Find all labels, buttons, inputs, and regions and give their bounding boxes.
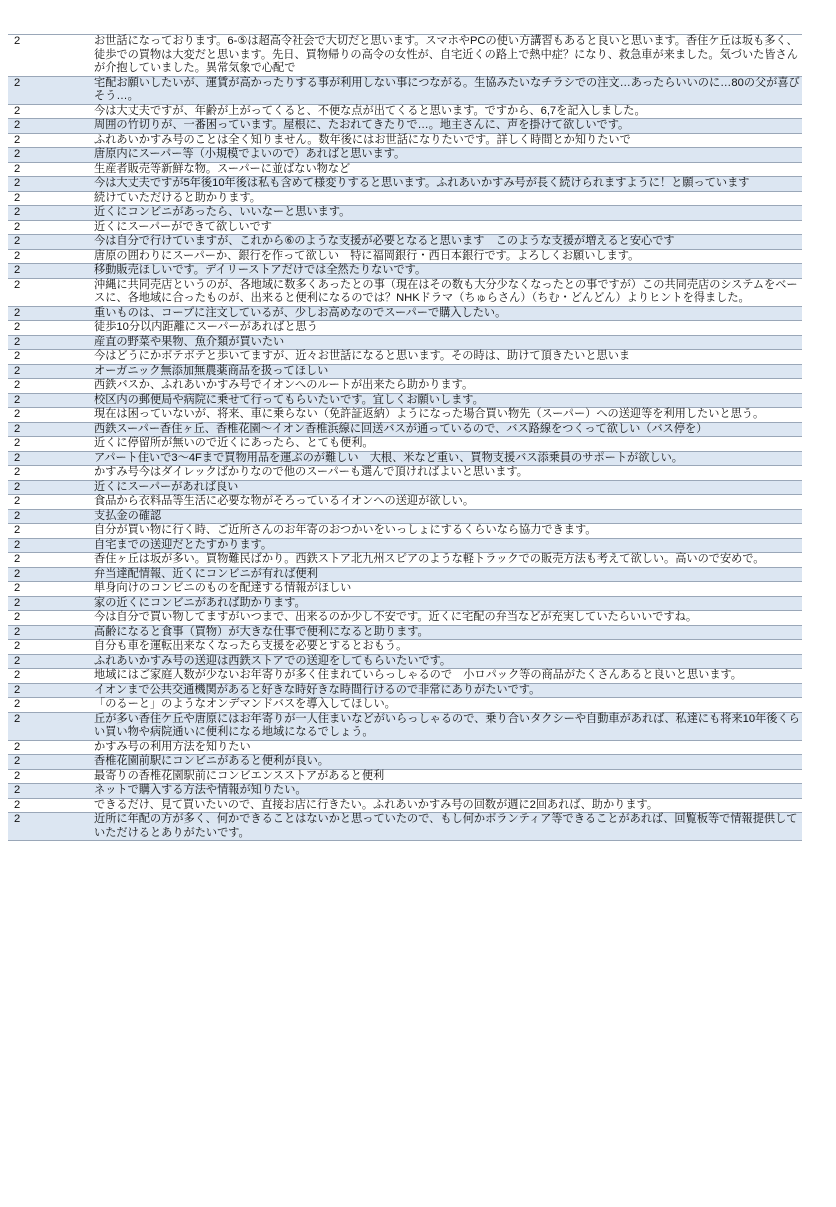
table-row	[8, 480, 802, 495]
row-code-cell: 2	[8, 712, 91, 740]
table-row	[8, 740, 802, 755]
table-row	[8, 553, 802, 568]
row-code-cell: 2	[8, 596, 91, 611]
row-code-cell: 2	[8, 235, 91, 250]
row-code-cell: 2	[8, 249, 91, 264]
row-comment-cell: 唐原の囲わりにスーパーか、銀行を作って欲しい 特に福岡銀行・西日本銀行です。よろしくお願いします。	[91, 249, 802, 264]
table-row	[8, 104, 802, 119]
row-comment-cell: 今はどうにかボテボテと歩いてますが、近々お世話になると思います。その時は、助けて頂きたいと思いま	[91, 350, 802, 365]
table-row	[8, 769, 802, 784]
table-row	[8, 119, 802, 134]
row-code-cell: 2	[8, 206, 91, 221]
table-row	[8, 321, 802, 336]
row-code-cell: 2	[8, 422, 91, 437]
row-comment-cell: 今は自分で買い物してますがいつまで、出来るのか少し不安です。近くに宅配の弁当などが充実していたらいいですね。	[91, 611, 802, 626]
table-row	[8, 191, 802, 206]
row-code-cell: 2	[8, 466, 91, 481]
row-code-cell: 2	[8, 480, 91, 495]
row-comment-cell: 今は自分で行けていますが、これから⑥のような支援が必要となると思います このような支援が増えると安心です	[91, 235, 802, 250]
table-row	[8, 567, 802, 582]
row-code-cell: 2	[8, 35, 91, 77]
row-comment-cell: 「のるーと」のようなオンデマンドバスを導入してほしい。	[91, 698, 802, 713]
row-code-cell: 2	[8, 640, 91, 655]
table-row	[8, 220, 802, 235]
row-comment-cell: 生産者販売等新鮮な物。スーパーに並ばない物など	[91, 162, 802, 177]
row-comment-cell: イオンまで公共交通機関があると好きな時好きな時間行けるので非常にありがたいです。	[91, 683, 802, 698]
row-comment-cell: オーガニック無添加無農薬商品を扱ってほしい	[91, 364, 802, 379]
row-code-cell: 2	[8, 278, 91, 306]
row-comment-cell: 今は大丈夫ですが5年後10年後は私も含めて様変りすると思います。ふれあいかすみ号が長く続けられますように！と願っています	[91, 177, 802, 192]
row-comment-cell: 周囲の竹切りが、一番困っています。屋根に、たおれてきたりで…。地主さんに、声を掛けて欲しいです。	[91, 119, 802, 134]
row-comment-cell: 香住ヶ丘は坂が多い。買物難民ばかり。西鉄ストア北九州スピアのような軽トラックでの販売方法も考えて欲しい。高いので安めで。	[91, 553, 802, 568]
row-code-cell: 2	[8, 133, 91, 148]
row-comment-cell: 支払金の確認	[91, 509, 802, 524]
row-comment-cell: 家の近くにコンビニがあれば助かります。	[91, 596, 802, 611]
survey-comments-table	[8, 34, 802, 841]
row-comment-cell: ふれあいかすみ号のことは全く知りません。数年後にはお世話になりたいです。詳しく時間とか知りたいで	[91, 133, 802, 148]
row-code-cell: 2	[8, 698, 91, 713]
row-comment-cell: 現在は困っていないが、将来、車に乗らない（免許証返納）ようになった場合買い物先（スーパー）への送迎等を利用したいと思う。	[91, 408, 802, 423]
table-row	[8, 466, 802, 481]
row-comment-cell: 沖縄に共同売店というのが、各地域に数多くあったとの事（現在はその数も大分少なくなったとの事ですが）この共同売店のシステムをベースに、各地域に合ったものが、出来ると便利になるのでは？NHKドラマ（ちゅらさん）（ちむ・どんどん）よりヒントを得ました。	[91, 278, 802, 306]
row-comment-cell: 自宅までの送迎だとたすかります。	[91, 538, 802, 553]
row-code-cell: 2	[8, 191, 91, 206]
row-comment-cell: 単身向けのコンビニのものを配達する情報がほしい	[91, 582, 802, 597]
row-comment-cell: 食品から衣料品等生活に必要な物がそろっているイオンへの送迎が欲しい。	[91, 495, 802, 510]
row-code-cell: 2	[8, 76, 91, 104]
table-row	[8, 235, 802, 250]
row-comment-cell: 近くにコンビニがあったら、いいなーと思います。	[91, 206, 802, 221]
row-code-cell: 2	[8, 104, 91, 119]
row-comment-cell: 校区内の郵便局や病院に乗せて行ってもらいたいです。宜しくお願いします。	[91, 393, 802, 408]
row-code-cell: 2	[8, 524, 91, 539]
table-row	[8, 524, 802, 539]
row-code-cell: 2	[8, 451, 91, 466]
row-code-cell: 2	[8, 769, 91, 784]
row-comment-cell: 重いものは、コープに注文しているが、少しお高めなのでスーパーで購入したい。	[91, 306, 802, 321]
row-comment-cell: 宅配お願いしたいが、運賃が高かったりする事が利用しない事につながる。生協みたいなチラシでの注文…あったらいいのに…80の父が喜びそう…。	[91, 76, 802, 104]
row-code-cell: 2	[8, 321, 91, 336]
row-code-cell: 2	[8, 582, 91, 597]
table-row	[8, 206, 802, 221]
table-row	[8, 538, 802, 553]
table-row	[8, 177, 802, 192]
table-row	[8, 148, 802, 163]
table-row	[8, 669, 802, 684]
row-comment-cell: 最寄りの香椎花園駅前にコンビエンスストアがあると便利	[91, 769, 802, 784]
row-code-cell: 2	[8, 148, 91, 163]
row-comment-cell: 近くに停留所が無いので近くにあったら、とても便利。	[91, 437, 802, 452]
row-comment-cell: 弁当達配情報、近くにコンビニが有れば便利	[91, 567, 802, 582]
table-row	[8, 596, 802, 611]
table-row	[8, 755, 802, 770]
row-comment-cell: 自分も車を運転出来なくなったら支援を必要とするとおもう。	[91, 640, 802, 655]
table-row	[8, 306, 802, 321]
row-comment-cell: 近くにスーパーがあれば良い	[91, 480, 802, 495]
row-comment-cell: 西鉄スーパー香住ヶ丘、香椎花園～イオン香椎浜線に回送バスが通っているので、バス路線をつくって欲しい（バス停を）	[91, 422, 802, 437]
row-code-cell: 2	[8, 813, 91, 841]
row-code-cell: 2	[8, 669, 91, 684]
row-code-cell: 2	[8, 495, 91, 510]
row-code-cell: 2	[8, 264, 91, 279]
row-code-cell: 2	[8, 119, 91, 134]
row-code-cell: 2	[8, 437, 91, 452]
row-code-cell: 2	[8, 625, 91, 640]
table-row	[8, 35, 802, 77]
table-row	[8, 495, 802, 510]
row-comment-cell: 移動販売ほしいです。デイリーストアだけでは全然たりないです。	[91, 264, 802, 279]
table-row	[8, 364, 802, 379]
table-row	[8, 509, 802, 524]
row-comment-cell: お世話になっております。6-⑤は超高令社会で大切だと思います。スマホやPCの使い方講習もあると良いと思います。香住ケ丘は坂も多く、徒歩での買物は大変だと思います。先日、買物帰りの高令の女性が、自宅近くの路上で熱中症？になり、救急車が来ました。気づいた皆さんが介抱していました。異常気象で心配で	[91, 35, 802, 77]
table-row	[8, 264, 802, 279]
row-comment-cell: 産直の野菜や果物、魚介類が買いたい	[91, 335, 802, 350]
table-row	[8, 162, 802, 177]
row-code-cell: 2	[8, 379, 91, 394]
row-comment-cell: 近所に年配の方が多く、何かできることはないかと思っていたので、もし何かボランティア等できることがあれば、回覧板等で情報提供していただけるとありがたいです。	[91, 813, 802, 841]
table-row	[8, 350, 802, 365]
table-row	[8, 451, 802, 466]
row-code-cell: 2	[8, 408, 91, 423]
row-code-cell: 2	[8, 393, 91, 408]
row-comment-cell: かすみ号今はダイレックばかりなので他のスーパーも選んで頂ければよいと思います。	[91, 466, 802, 481]
table-row	[8, 611, 802, 626]
row-comment-cell: 近くにスーパーができて欲しいです	[91, 220, 802, 235]
row-code-cell: 2	[8, 553, 91, 568]
table-row	[8, 784, 802, 799]
row-code-cell: 2	[8, 538, 91, 553]
table-row	[8, 640, 802, 655]
table-row	[8, 76, 802, 104]
row-comment-cell: 唐原内にスーパー等（小規模でよいので）あればと思います。	[91, 148, 802, 163]
table-row	[8, 625, 802, 640]
row-code-cell: 2	[8, 220, 91, 235]
row-code-cell: 2	[8, 306, 91, 321]
table-row	[8, 798, 802, 813]
table-row	[8, 582, 802, 597]
row-comment-cell: 続けていただけると助かります。	[91, 191, 802, 206]
table-row	[8, 683, 802, 698]
row-code-cell: 2	[8, 567, 91, 582]
row-code-cell: 2	[8, 162, 91, 177]
table-row	[8, 813, 802, 841]
row-code-cell: 2	[8, 611, 91, 626]
table-row	[8, 393, 802, 408]
row-comment-cell: ネットで購入する方法や情報が知りたい。	[91, 784, 802, 799]
row-comment-cell: ふれあいかすみ号の送迎は西鉄ストアでの送迎をしてもらいたいです。	[91, 654, 802, 669]
row-comment-cell: かすみ号の利用方法を知りたい	[91, 740, 802, 755]
table-row	[8, 278, 802, 306]
row-code-cell: 2	[8, 683, 91, 698]
table-row	[8, 335, 802, 350]
row-code-cell: 2	[8, 654, 91, 669]
table-body	[8, 35, 802, 841]
row-comment-cell: 香椎花園前駅にコンビニがあると便利が良い。	[91, 755, 802, 770]
row-code-cell: 2	[8, 755, 91, 770]
table-row	[8, 712, 802, 740]
row-comment-cell: 西鉄バスか、ふれあいかすみ号でイオンへのルートが出来たら助かります。	[91, 379, 802, 394]
table-row	[8, 133, 802, 148]
row-comment-cell: 丘が多い香住ケ丘や唐原にはお年寄りが一人住まいなどがいらっしゃるので、乗り合いタクシーや自動車があれば、私達にも将来10年後くらい買い物や病院通いに便利になる地域になるでしょう。	[91, 712, 802, 740]
row-comment-cell: 徒歩10分以内距離にスーパーがあればと思う	[91, 321, 802, 336]
table-row	[8, 654, 802, 669]
table-row	[8, 408, 802, 423]
row-code-cell: 2	[8, 350, 91, 365]
table-row	[8, 249, 802, 264]
row-comment-cell: 地域にはご家庭人数が少ないお年寄りが多く住まれていらっしゃるので 小ロパック等の商品がたくさんあると良いと思います。	[91, 669, 802, 684]
row-code-cell: 2	[8, 509, 91, 524]
row-code-cell: 2	[8, 177, 91, 192]
table-row	[8, 437, 802, 452]
row-code-cell: 2	[8, 335, 91, 350]
row-code-cell: 2	[8, 784, 91, 799]
table-row	[8, 379, 802, 394]
table-row	[8, 422, 802, 437]
row-code-cell: 2	[8, 364, 91, 379]
table-row	[8, 698, 802, 713]
row-comment-cell: アパート住いで3～4Fまで買物用品を運ぶのが難しい 大根、米など重い、買物支援バス添乗員のサポートが欲しい。	[91, 451, 802, 466]
row-comment-cell: 高齢になると食事（買物）が大きな仕事で便利になると助ります。	[91, 625, 802, 640]
row-code-cell: 2	[8, 740, 91, 755]
row-code-cell: 2	[8, 798, 91, 813]
row-comment-cell: 今は大丈夫ですが、年齢が上がってくると、不便な点が出てくると思います。ですから、6,7を記入しました。	[91, 104, 802, 119]
row-comment-cell: 自分が買い物に行く時、ご近所さんのお年寄のおつかいをいっしょにするくらいなら協力できます。	[91, 524, 802, 539]
row-comment-cell: できるだけ、見て買いたいので、直接お店に行きたい。ふれあいかすみ号の回数が週に2回あれば、助かります。	[91, 798, 802, 813]
